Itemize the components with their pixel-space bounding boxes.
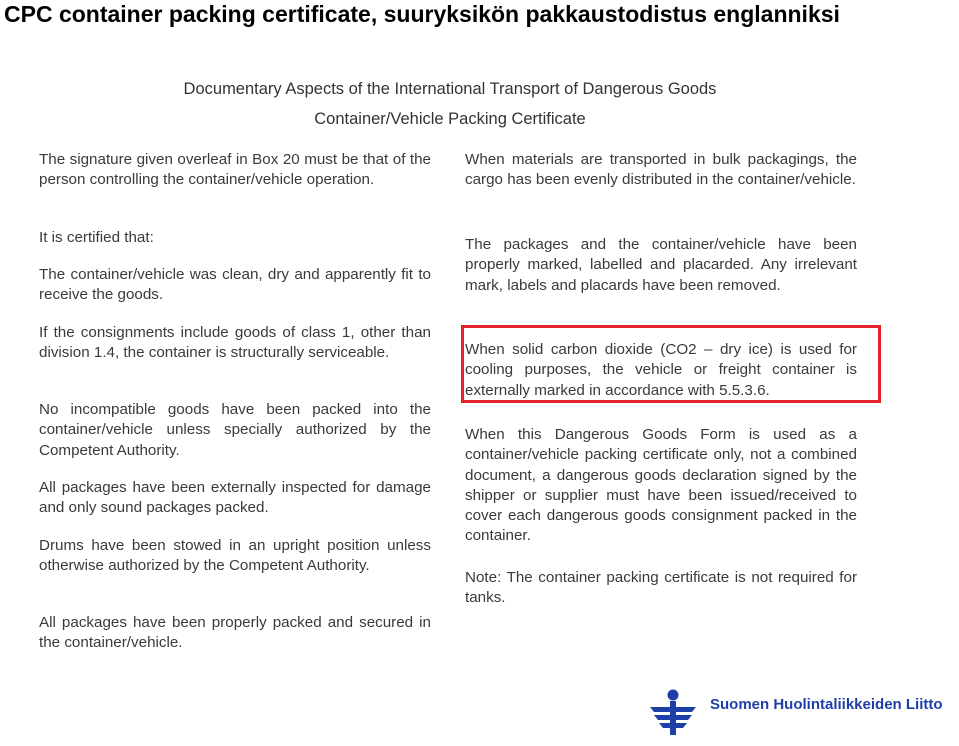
paragraph-certified: It is certified that:	[39, 229, 154, 246]
highlight-box	[461, 325, 881, 403]
paragraph-clean: The container/vehicle was clean, dry and apparently fit to receive the goods.	[39, 266, 431, 304]
paragraph-inspected: All packages have been externally inspected for damage and only sound packages packed.	[39, 479, 431, 517]
paragraph-note: Note: The container packing certificate is not required for tanks.	[465, 569, 857, 607]
paragraph-dg-form: When this Dangerous Goods Form is used as a container/vehicle packing certificate only, not a combined document, a dangerous goods declaration signed by the shipper or supplier must have been issued/received to cover each dangerous goods consignment packed in the container.	[465, 426, 857, 545]
paragraph-dry-ice: When solid carbon dioxide (CO2 – dry ice) is used for cooling purposes, the vehicle or freight container is externally marked in accordance with 5.5.3.6.	[465, 341, 857, 399]
paragraph-incompatible: No incompatible goods have been packed into the container/vehicle unless specially authorized by the Competent Authority.	[39, 401, 431, 459]
paragraph-class1: If the consignments include goods of class 1, other than division 1.4, the container is structurally serviceable.	[39, 324, 431, 362]
document-subheading: Container/Vehicle Packing Certificate	[314, 110, 586, 128]
slide-title: CPC container packing certificate, suuryksikön pakkaustodistus englanniksi	[4, 1, 840, 27]
paragraph-marked: The packages and the container/vehicle have been properly marked, labelled and placarded. Any irrelevant mark, labels and placards have been removed.	[465, 236, 857, 294]
paragraph-signature: The signature given overleaf in Box 20 must be that of the person controlling the container/vehicle operation.	[39, 151, 431, 189]
paragraph-packed: All packages have been properly packed and secured in the container/vehicle.	[39, 614, 431, 652]
shl-logo-icon	[648, 688, 698, 738]
organization-name: Suomen Huolintaliikkeiden Liitto	[710, 696, 943, 713]
paragraph-drums: Drums have been stowed in an upright position unless otherwise authorized by the Competent Authority.	[39, 537, 431, 575]
paragraph-bulk: When materials are transported in bulk packagings, the cargo has been evenly distributed in the container/vehicle.	[465, 151, 857, 189]
document-heading: Documentary Aspects of the International Transport of Dangerous Goods	[183, 80, 717, 98]
